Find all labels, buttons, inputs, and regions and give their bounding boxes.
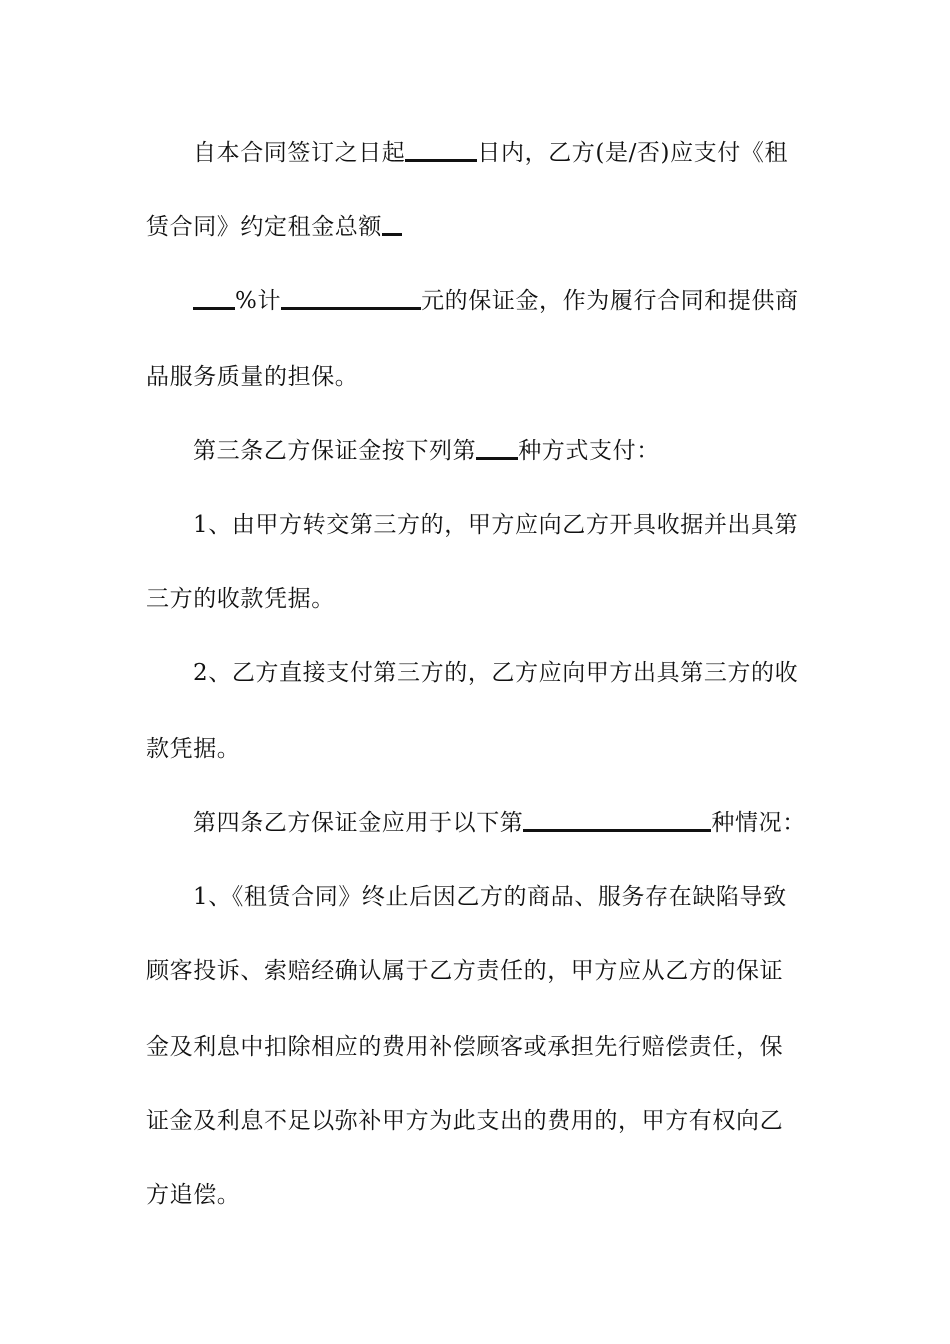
text-segment: 第四条乙方保证金应用于以下第 — [193, 810, 524, 836]
text-segment: 证金及利息不足以弥补甲方为此支出的费用的，甲方有权向乙 — [146, 1108, 784, 1134]
text-segment: 金及利息中扣除相应的费用补偿顾客或承担先行赔偿责任，保 — [146, 1034, 784, 1060]
text-line — [146, 138, 863, 168]
text-segment: 赁合同》约定租金总额 — [146, 214, 382, 240]
fill-in-blank — [523, 829, 711, 832]
text-line — [146, 808, 863, 838]
text-segment: 款凭据。 — [146, 736, 241, 762]
text-segment: 1、由甲方转交第三方的，甲方应向乙方开具收据并出具第 — [193, 512, 799, 538]
text-segment: 种方式支付： — [518, 438, 660, 464]
text-segment: 第三条乙方保证金按下列第 — [193, 438, 477, 464]
text-line — [146, 734, 816, 764]
text-line — [146, 510, 863, 540]
text-line — [146, 584, 816, 614]
text-segment: 方追偿。 — [146, 1182, 241, 1208]
text-segment: 1、《租赁合同》终止后因乙方的商品、服务存在缺陷导致 — [193, 884, 787, 910]
text-line — [146, 1032, 816, 1062]
text-segment: 日内，乙方(是/否)应支付《租 — [477, 140, 789, 166]
text-segment: 种情况： — [711, 810, 806, 836]
fill-in-blank — [193, 307, 235, 310]
text-segment: 自本合同签订之日起 — [193, 140, 406, 166]
text-segment: 2、乙方直接支付第三方的，乙方应向甲方出具第三方的收 — [193, 660, 799, 686]
text-segment: 元的保证金，作为履行合同和提供商 — [421, 288, 799, 314]
text-line — [146, 1180, 816, 1210]
text-segment: 顾客投诉、索赔经确认属于乙方责任的，甲方应从乙方的保证 — [146, 958, 784, 984]
text-line — [146, 956, 816, 986]
fill-in-blank — [281, 307, 421, 310]
text-line — [146, 212, 816, 242]
text-line — [146, 362, 816, 392]
text-segment: %计 — [235, 288, 282, 314]
fill-in-blank — [382, 233, 402, 236]
text-line — [146, 882, 863, 912]
text-line — [146, 1106, 816, 1136]
text-segment: 三方的收款凭据。 — [146, 586, 335, 612]
text-line — [146, 436, 863, 466]
fill-in-blank — [476, 457, 518, 460]
text-line — [146, 286, 863, 316]
text-segment: 品服务质量的担保。 — [146, 364, 359, 390]
text-line — [146, 658, 863, 688]
fill-in-blank — [405, 159, 477, 162]
